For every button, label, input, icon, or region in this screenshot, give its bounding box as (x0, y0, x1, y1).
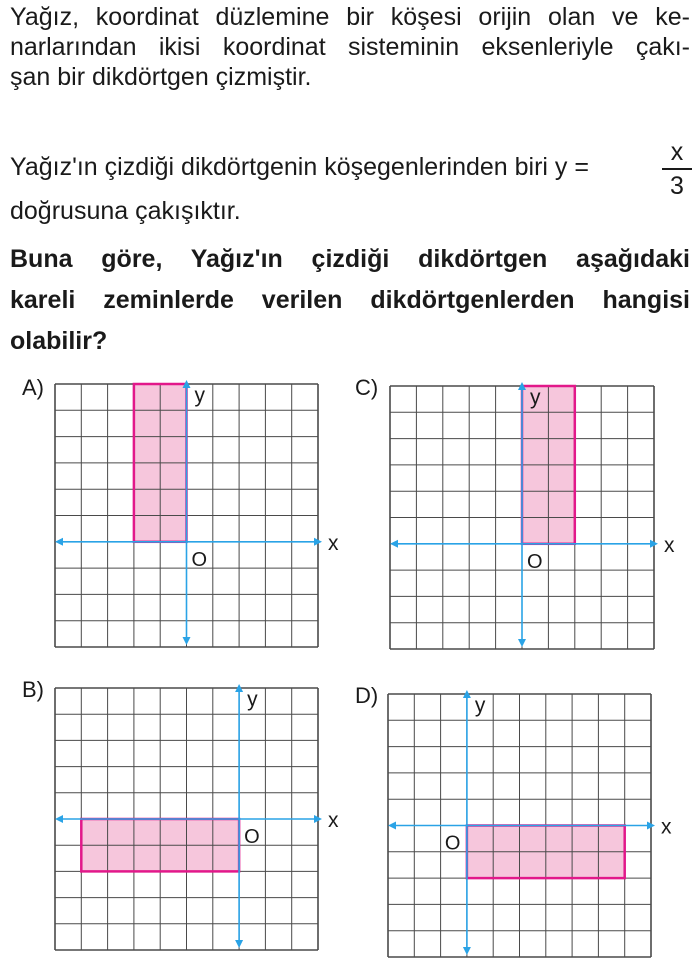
paragraph-2-line-2: doğrusuna çakışıktır. (10, 197, 241, 225)
x-axis-left-arrow (390, 540, 398, 548)
y-axis-label: y (247, 688, 258, 711)
y-axis-bottom-arrow (463, 947, 471, 955)
question-bold-line-1: Buna göre, Yağız'ın çizdiği dikdörtgen aşağıdaki (10, 245, 690, 273)
paragraph-1-line-1: Yağız, koordinat düzlemine bir köşesi orijin olan ve ke- (10, 3, 690, 31)
y-axis-label: y (194, 384, 205, 407)
paragraph-1-line-2: narlarından ikisi koordinat sisteminin eksenleriyle çakı- (10, 33, 690, 61)
fraction-numerator: x (670, 138, 684, 166)
option-a-grid[interactable] (55, 380, 339, 647)
x-axis-label: x (664, 533, 675, 557)
origin-label: O (244, 826, 260, 848)
y-axis-bottom-arrow (235, 940, 243, 948)
option-c-grid[interactable] (390, 382, 675, 649)
x-axis-label: x (661, 815, 672, 839)
x-axis-left-arrow (55, 815, 63, 823)
option-a-label[interactable]: A) (22, 375, 44, 400)
origin-label: O (191, 548, 208, 571)
option-b-grid[interactable] (55, 684, 339, 950)
y-axis-label: y (530, 386, 541, 409)
paragraph-1-line-3: şan bir dikdörtgen çizmiştir. (10, 63, 312, 91)
origin-label: O (444, 832, 461, 855)
question-bold-line-3: olabilir? (10, 327, 108, 355)
option-c-label[interactable]: C) (355, 375, 379, 400)
x-axis-label: x (328, 809, 339, 832)
x-axis-label: x (328, 531, 339, 555)
option-b-label[interactable]: B) (22, 677, 44, 702)
option-d-label[interactable]: D) (355, 683, 379, 708)
y-axis-label: y (474, 694, 486, 717)
origin-label: O (527, 550, 543, 573)
y-axis-bottom-arrow (518, 639, 526, 647)
option-d-grid[interactable] (388, 690, 672, 957)
paragraph-2-line-1: Yağız'ın çizdiği dikdörtgenin köşegenlerinden biri y = (10, 153, 589, 181)
x-axis-left-arrow (388, 822, 396, 830)
question-bold-line-2: kareli zeminlerde verilen dikdörtgenlerden hangisi (10, 286, 690, 314)
y-axis-bottom-arrow (183, 637, 191, 645)
x-axis-left-arrow (55, 538, 63, 546)
fraction-denominator: 3 (670, 172, 684, 200)
